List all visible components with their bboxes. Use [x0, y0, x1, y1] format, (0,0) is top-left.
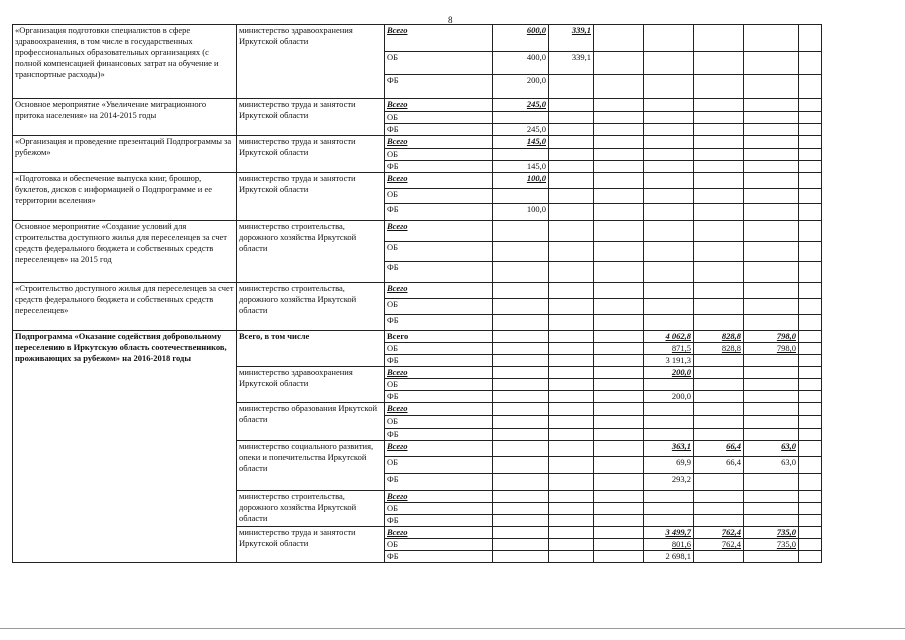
value-cell: 400,0 — [493, 52, 549, 75]
value-cell: 245,0 — [493, 124, 549, 136]
value-cell: 828,8 — [694, 343, 744, 355]
value-cell: 762,4 — [694, 539, 744, 551]
executor-cell: министерство здравоохранения Иркутской области — [237, 25, 385, 99]
fund-type-cell: ФБ — [385, 429, 493, 441]
value-cell: 66,4 — [694, 441, 744, 457]
executor-cell: министерство строительства, дорожного хозяйства Иркутской области — [237, 283, 385, 331]
value-cell: 200,0 — [644, 367, 694, 379]
activity-cell: Основное мероприятие «Создание условий для строительства доступного жилья для переселенцев за счет средств федерального бюджета и собственных средств переселенцев» на 2015 год — [13, 221, 237, 283]
fund-type-cell: ФБ — [385, 391, 493, 403]
activity-cell: «Строительство доступного жилья для переселенцев за счет средств федерального бюджета и собственных средств переселенцев» — [13, 283, 237, 331]
fund-type-cell: Всего — [385, 136, 493, 149]
fund-type-cell: ОБ — [385, 539, 493, 551]
fund-type-cell: ОБ — [385, 343, 493, 355]
value-cell: 801,6 — [644, 539, 694, 551]
fund-type-cell: ФБ — [385, 474, 493, 491]
fund-type-cell: ФБ — [385, 515, 493, 527]
value-cell: 100,0 — [493, 173, 549, 189]
value-cell: 100,0 — [493, 204, 549, 221]
fund-type-cell: Всего — [385, 491, 493, 503]
executor-cell: министерство труда и занятости Иркутской области — [237, 173, 385, 221]
value-cell: 69,9 — [644, 457, 694, 474]
value-cell: 3 191,3 — [644, 355, 694, 367]
executor-cell: министерство труда и занятости Иркутской области — [237, 527, 385, 563]
budget-table — [12, 24, 822, 563]
fund-type-cell: ФБ — [385, 262, 493, 283]
fund-type-cell: ФБ — [385, 355, 493, 367]
value-cell: 63,0 — [744, 457, 799, 474]
fund-type-cell: ОБ — [385, 189, 493, 204]
fund-type-cell: Всего — [385, 283, 493, 299]
fund-type-cell: ФБ — [385, 551, 493, 563]
activity-cell: «Организация подготовки специалистов в сфере здравоохранения, в том числе в государственных профессиональных образовательных организациях (с полной компенсацией финансовых затрат на обучение и транспортные расходы)» — [13, 25, 237, 99]
value-cell: 245,0 — [493, 99, 549, 112]
value-cell: 363,1 — [644, 441, 694, 457]
executor-cell: министерство труда и занятости Иркутской области — [237, 99, 385, 136]
fund-type-cell: ОБ — [385, 457, 493, 474]
fund-type-cell: ФБ — [385, 75, 493, 99]
fund-type-cell: ФБ — [385, 161, 493, 173]
value-cell: 63,0 — [744, 441, 799, 457]
executor-cell: министерство социального развития, опеки и попечительства Иркутской области — [237, 441, 385, 491]
value-cell: 339,1 — [549, 52, 594, 75]
value-cell: 798,0 — [744, 331, 799, 343]
fund-type-cell: Всего — [385, 403, 493, 416]
value-cell: 66,4 — [694, 457, 744, 474]
executor-cell: министерство строительства, дорожного хозяйства Иркутской области — [237, 221, 385, 283]
value-cell: 600,0 — [493, 25, 549, 52]
value-cell: 2 698,1 — [644, 551, 694, 563]
value-cell: 4 062,8 — [644, 331, 694, 343]
subprogram-title: Подпрограмма «Оказание содействия добровольному переселению в Иркутскую область соотечественников, проживающих за рубежом» на 2016-2018 годы — [13, 331, 237, 563]
value-cell: 200,0 — [644, 391, 694, 403]
fund-type-cell: Всего — [385, 25, 493, 52]
fund-type-cell: ОБ — [385, 112, 493, 124]
fund-type-cell: ОБ — [385, 242, 493, 262]
fund-type-cell: ФБ — [385, 124, 493, 136]
value-cell: 762,4 — [694, 527, 744, 539]
fund-type-cell: ОБ — [385, 149, 493, 161]
fund-type-cell: ОБ — [385, 299, 493, 315]
activity-cell: «Подготовка и обеспечение выпуска книг, брошюр, буклетов, дисков с информацией о Подпрограмме и ее территории вселения» — [13, 173, 237, 221]
fund-type-cell: Всего — [385, 331, 493, 343]
value-cell: 145,0 — [493, 136, 549, 149]
executor-cell: министерство труда и занятости Иркутской области — [237, 136, 385, 173]
subprogram-total-label: Всего, в том числе — [237, 331, 385, 367]
page-number: 8 — [448, 15, 453, 25]
value-cell: 200,0 — [493, 75, 549, 99]
value-cell: 735,0 — [744, 539, 799, 551]
fund-type-cell: ОБ — [385, 52, 493, 75]
activity-cell: Основное мероприятие «Увеличение миграционного притока населения» на 2014-2015 годы — [13, 99, 237, 136]
fund-type-cell: Всего — [385, 527, 493, 539]
value-cell: 145,0 — [493, 161, 549, 173]
activity-cell: «Организация и проведение презентаций Подпрограммы за рубежом» — [13, 136, 237, 173]
executor-cell: министерство здравоохранения Иркутской области — [237, 367, 385, 403]
page-edge-line — [0, 628, 905, 629]
value-cell: 293,2 — [644, 474, 694, 491]
value-cell: 3 499,7 — [644, 527, 694, 539]
executor-cell: министерство образования Иркутской области — [237, 403, 385, 441]
value-cell: 798,0 — [744, 343, 799, 355]
value-cell: 828,8 — [694, 331, 744, 343]
fund-type-cell: Всего — [385, 441, 493, 457]
fund-type-cell: Всего — [385, 367, 493, 379]
fund-type-cell: ФБ — [385, 204, 493, 221]
fund-type-cell: ОБ — [385, 503, 493, 515]
fund-type-cell: Всего — [385, 173, 493, 189]
value-cell: 339,1 — [549, 25, 594, 52]
fund-type-cell: ФБ — [385, 315, 493, 331]
fund-type-cell: Всего — [385, 221, 493, 242]
fund-type-cell: ОБ — [385, 416, 493, 429]
fund-type-cell: Всего — [385, 99, 493, 112]
executor-cell: министерство строительства, дорожного хозяйства Иркутской области — [237, 491, 385, 527]
value-cell: 735,0 — [744, 527, 799, 539]
value-cell: 871,5 — [644, 343, 694, 355]
fund-type-cell: ОБ — [385, 379, 493, 391]
